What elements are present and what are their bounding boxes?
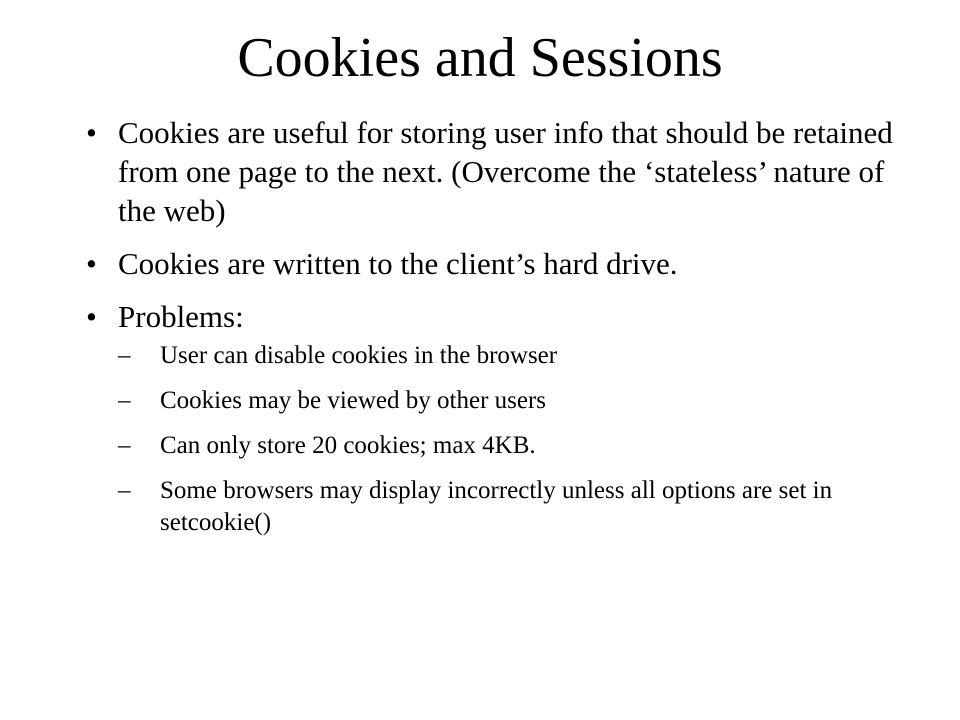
bullet-list: [86, 113, 906, 553]
sub-bullet-marker: –: [118, 432, 131, 459]
sub-bullet-item: [118, 340, 906, 372]
bullet-text: Cookies are written to the client’s hard drive.: [118, 246, 678, 281]
sub-bullet-text: Cookies may be viewed by other users: [160, 387, 547, 414]
sub-bullet-text: Can only store 20 cookies; max 4KB.: [160, 432, 536, 459]
bullet-text: Problems:: [118, 299, 244, 334]
bullet-marker: •: [86, 299, 97, 334]
bullet-marker: •: [86, 246, 97, 281]
bullet-item: [86, 297, 906, 539]
slide-title: Cookies and Sessions: [237, 27, 723, 89]
sub-bullet-item: [118, 475, 906, 539]
bullet-item: [86, 244, 906, 283]
bullet-text: Cookies are useful for storing user info that should be retained from one page to the next. (Overcome the ‘stateless’ nature of the web): [118, 115, 893, 228]
sub-bullet-marker: –: [118, 477, 131, 504]
bullet-item: [86, 113, 906, 230]
bullet-marker: •: [86, 115, 97, 150]
sub-bullet-list: [118, 340, 906, 539]
sub-bullet-marker: –: [118, 387, 131, 414]
sub-bullet-item: [118, 430, 906, 462]
sub-bullet-text: Some browsers may display incorrectly unless all options are set in setcookie(): [160, 477, 833, 536]
sub-bullet-text: User can disable cookies in the browser: [160, 342, 558, 369]
sub-bullet-marker: –: [118, 342, 131, 369]
sub-bullet-item: [118, 385, 906, 417]
